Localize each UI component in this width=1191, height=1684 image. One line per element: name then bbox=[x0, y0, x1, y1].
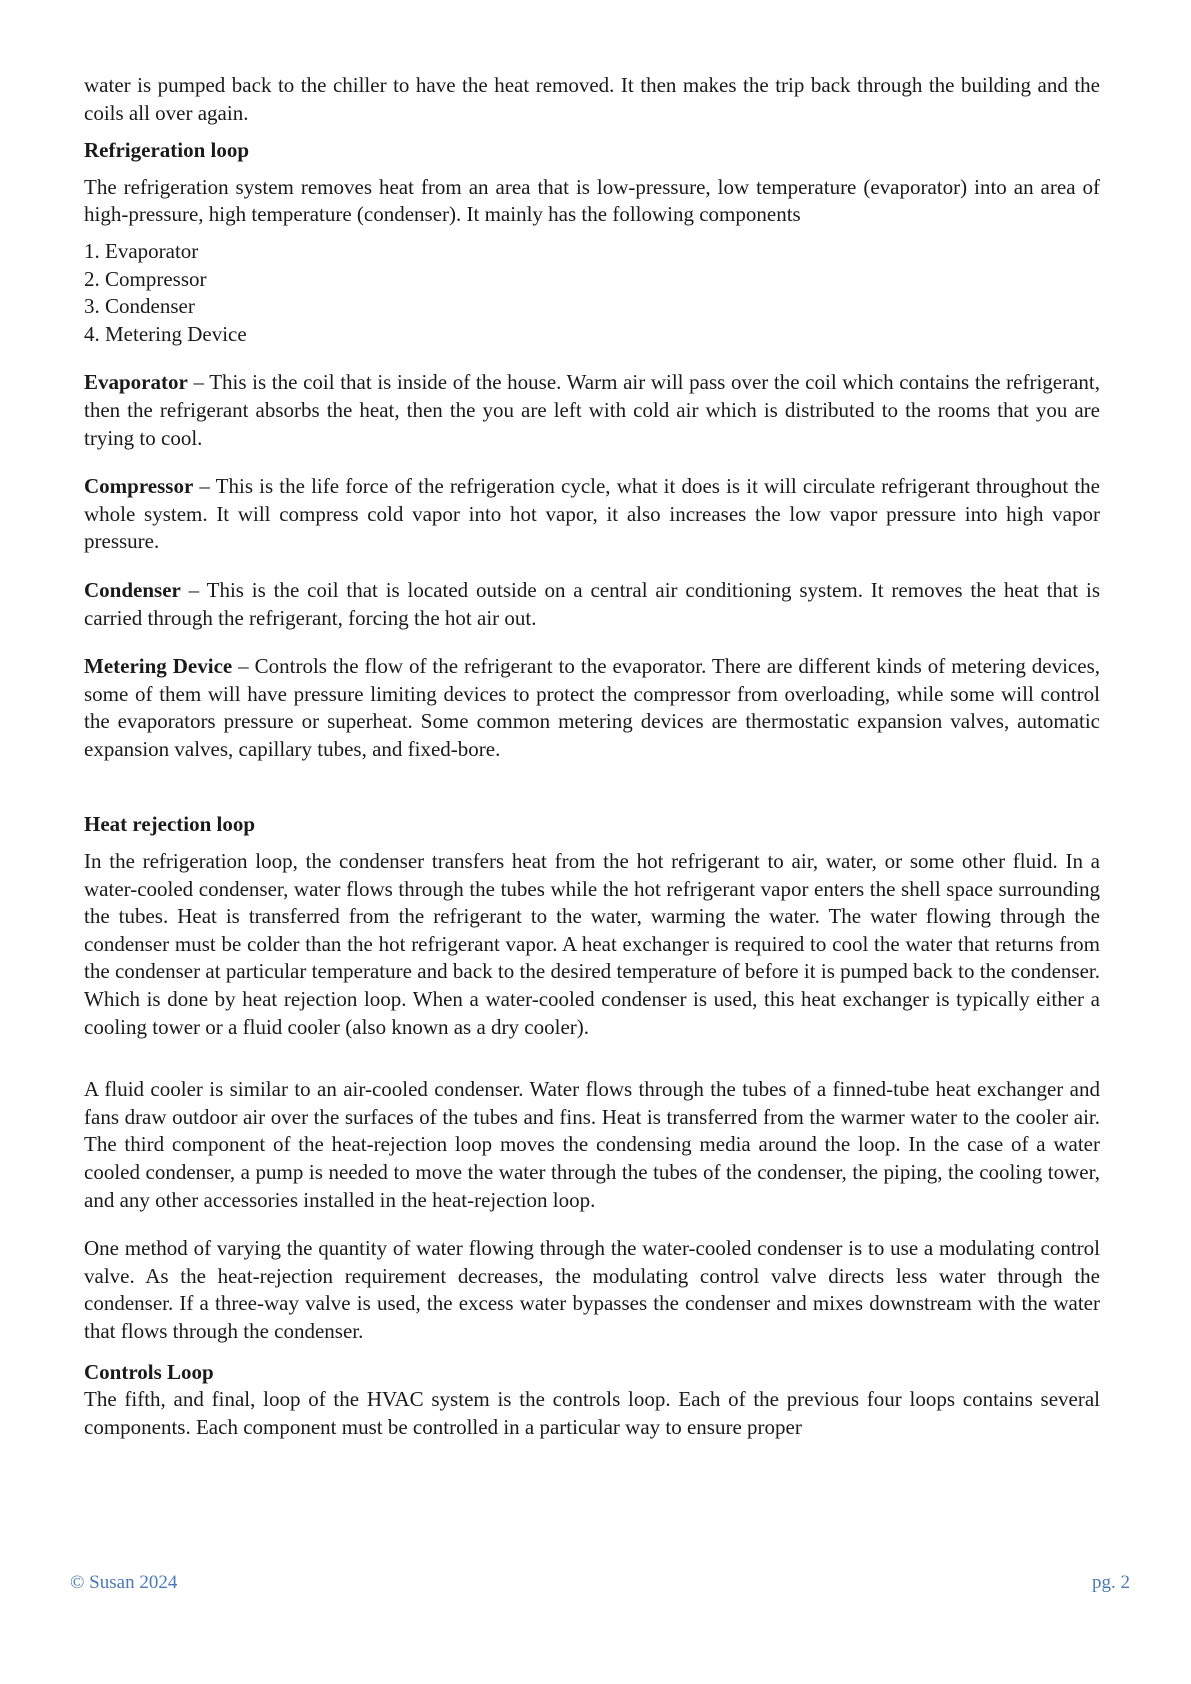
compressor-text: – This is the life force of the refrigeration cycle, what it does is it will circulate refrigerant throughout the whole system. It will compress cold vapor into hot vapor, it also increases the low vapor pressure into high vapor pressure. bbox=[84, 474, 1100, 554]
condenser-term: Condenser bbox=[84, 577, 181, 602]
list-item: 3. Condenser bbox=[84, 294, 195, 319]
evaporator-text: – This is the coil that is inside of the house. Warm air will pass over the coil which contains the refrigerant, then the refrigerant absorbs the heat, then the you are left with cold air which is distributed to the rooms that you are trying to cool. bbox=[84, 370, 1100, 450]
controls-paragraph: The fifth, and final, loop of the HVAC system is the controls loop. Each of the previous four loops contains several components. Each component must be controlled in a particular way to ensure proper bbox=[84, 1387, 1100, 1439]
page-footer bbox=[70, 1572, 1130, 1594]
metering-paragraph bbox=[84, 653, 1100, 763]
component-list bbox=[84, 238, 1100, 348]
evaporator-term: Evaporator bbox=[84, 370, 188, 395]
page-number: pg. 2 bbox=[1092, 1572, 1130, 1593]
list-item: 1. Evaporator bbox=[84, 238, 199, 263]
copyright: © Susan 2024 bbox=[70, 1572, 178, 1593]
metering-term: Metering Device bbox=[84, 654, 233, 679]
condenser-text: – This is the coil that is located outside on a central air conditioning system. It removes the heat that is carried through the refrigerant, forcing the hot air out. bbox=[84, 577, 1100, 630]
compressor-paragraph bbox=[84, 473, 1100, 556]
heat-rejection-paragraph-3: One method of varying the quantity of water flowing through the water-cooled condenser is to use a modulating control valve. As the heat-rejection requirement decreases, the modulating control valve directs less water through the condenser. If a three-way valve is used, the excess water bypasses the condenser and mixes downstream with the water that flows through the condenser. bbox=[84, 1236, 1100, 1343]
list-item: 4. Metering Device bbox=[84, 321, 247, 346]
heat-rejection-paragraph-1: In the refrigeration loop, the condenser transfers heat from the hot refrigerant to air, water, or some other fluid. In a water-cooled condenser, water flows through the tubes while the hot refrigerant vapor enters the shell space surrounding the tubes. Heat is transferred from the refrigerant to the water, warming the water. The water flowing through the condenser must be colder than the hot refrigerant vapor. A heat exchanger is required to cool the water that returns from the condenser at particular temperature and back to the desired temperature of before it is pumped back to the condenser. Which is done by heat rejection loop. When a water-cooled condenser is used, this heat exchanger is typically either a cooling tower or a fluid cooler (also known as a dry cooler). bbox=[84, 849, 1100, 1039]
metering-text: – Controls the flow of the refrigerant to the evaporator. There are different kinds of metering devices, some of them will have pressure limiting devices to protect the compressor from overloading, while some will control the evaporators pressure or superheat. Some common metering devices are thermostatic expansion valves, automatic expansion valves, capillary tubes, and fixed-bore. bbox=[84, 654, 1100, 761]
heat-rejection-paragraph-2: A fluid cooler is similar to an air-cooled condenser. Water flows through the tubes of a finned-tube heat exchanger and fans draw outdoor air over the surfaces of the tubes and fins. Heat is transferred from the warmer water to the cooler air. The third component of the heat-rejection loop moves the condensing media around the loop. In the case of a water cooled condenser, a pump is needed to move the water through the tubes of the condenser, the piping, the cooling tower, and any other accessories installed in the heat-rejection loop. bbox=[84, 1077, 1100, 1212]
intro-paragraph: water is pumped back to the chiller to have the heat removed. It then makes the trip back through the building and the coils all over again. bbox=[84, 73, 1100, 125]
document-page bbox=[84, 72, 1100, 1441]
controls-heading: Controls Loop bbox=[84, 1359, 214, 1384]
condenser-paragraph bbox=[84, 577, 1100, 632]
list-item: 2. Compressor bbox=[84, 266, 207, 291]
evaporator-paragraph bbox=[84, 369, 1100, 452]
compressor-term: Compressor bbox=[84, 474, 194, 499]
refrigeration-heading: Refrigeration loop bbox=[84, 138, 250, 163]
heat-rejection-heading: Heat rejection loop bbox=[84, 812, 256, 837]
refrigeration-intro: The refrigeration system removes heat from an area that is low-pressure, low temperature (evaporator) into an area of high-pressure, high temperature (condenser). It mainly has the following components bbox=[84, 174, 1100, 227]
